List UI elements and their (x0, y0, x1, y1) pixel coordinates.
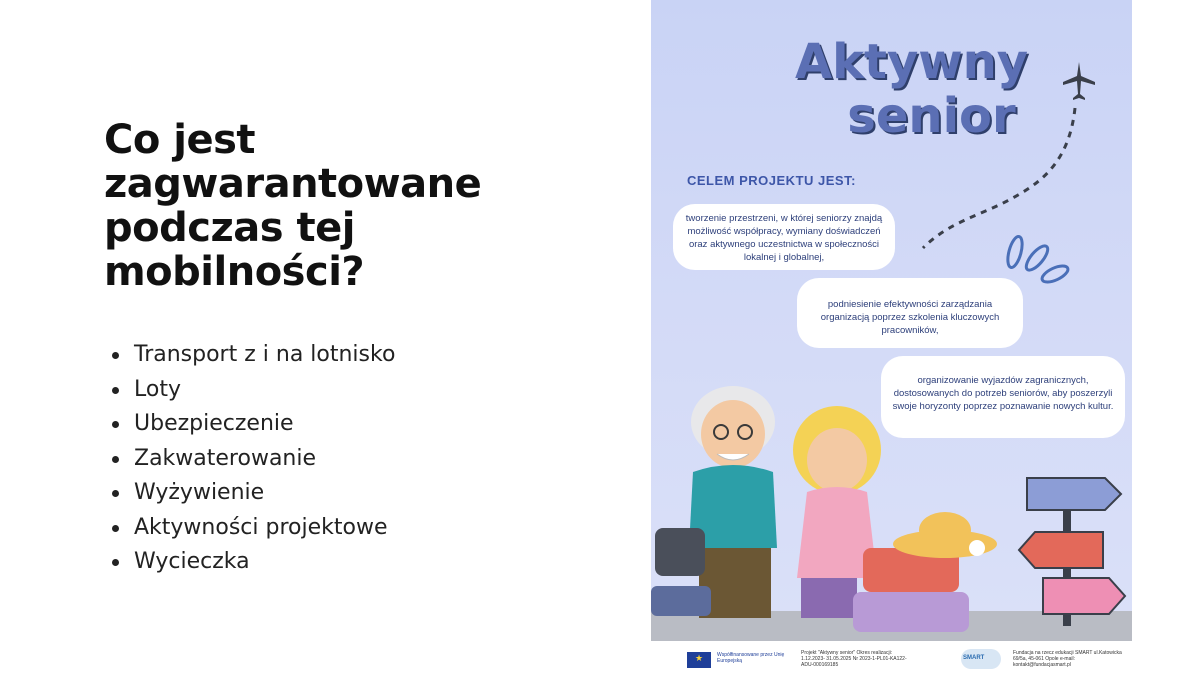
poster-title-line1: Aktywny (794, 34, 1029, 90)
goal-bubble: podniesienie efektywności zarządzania organizacją poprzez szkolenia kluczowych pracowników, (797, 278, 1023, 348)
bullet-item-accommodation: Zakwaterowanie (108, 442, 395, 477)
goal-bubble: tworzenie przestrzeni, w której seniorzy znajdą możliwość współpracy, wymiany doświadczeń oraz aktywnego uczestnictwa w społeczności lokalnej i globalnej, (673, 204, 895, 270)
heading-line: podczas tej (104, 205, 355, 251)
smart-foundation-logo: SMART (961, 649, 1001, 669)
heading-line: Co jest (104, 117, 256, 163)
poster-title-line2: senior (847, 88, 1016, 144)
heading-line: mobilności? (104, 249, 365, 295)
eu-funding-text: Współfinansowane przez Unię Europejską (717, 652, 785, 664)
goal-heading: CELEM PROJEKTU JEST: (687, 173, 856, 188)
project-info-text: Projekt "Aktywny senior" Okres realizacji: 1.12.2023- 31.05.2025 Nr 2023-1-PL01-KA122-ADU-000169185 (801, 650, 907, 668)
poster-footer (651, 641, 1132, 675)
heading-line: zagwarantowane (104, 161, 482, 207)
bullet-item-transport: Transport z i na lotnisko (108, 338, 395, 373)
foundation-contact-text: Fundacja na rzecz edukacji SMART ul.Katowicka 69/5a, 45-061 Opole e-mail: kontakt@fundacjasmart.pl (1013, 650, 1122, 668)
airplane-icon (1059, 60, 1099, 104)
bullet-item-insurance: Ubezpieczenie (108, 407, 395, 442)
direction-signpost-illustration (1013, 470, 1131, 626)
senior-couple-illustration (651, 372, 1011, 640)
bullet-item-activities: Aktywności projektowe (108, 511, 395, 546)
goal-bubble: organizowanie wyjazdów zagranicznych, dostosowanych do potrzeb seniorów, aby poszerzyli swoje horyzonty poprzez poznawanie nowych kultur. (881, 356, 1125, 438)
bullet-item-meals: Wyżywienie (108, 476, 395, 511)
bullet-item-flights: Loty (108, 373, 395, 408)
bullet-item-trip: Wycieczka (108, 545, 395, 580)
flight-path-dashes (919, 104, 1079, 254)
slide-heading (104, 118, 574, 294)
project-poster (651, 0, 1132, 675)
bullet-list (108, 338, 395, 580)
eu-flag-logo: ★ (687, 652, 711, 668)
